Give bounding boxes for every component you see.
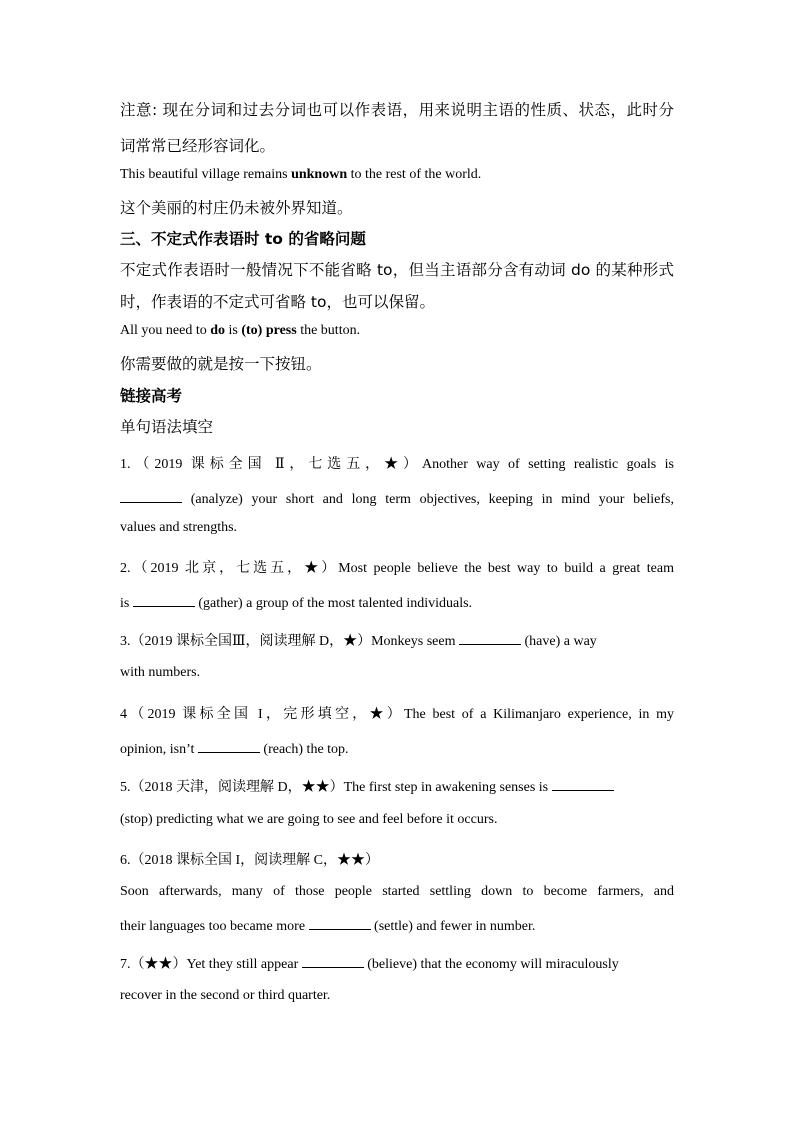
question-1-line-1: 1.（2019 课标全国 Ⅱ，七选五，★）Another way of setting realistic goals is (120, 457, 674, 472)
example-1-text-a: This beautiful village remains (120, 167, 292, 182)
question-7-text: (believe) that the economy will miraculously (363, 957, 619, 972)
question-2-text: (gather) a group of the most talented individuals. (194, 596, 473, 611)
question-3-text: (have) a way (521, 634, 597, 649)
example-1-bold-word: unknown (291, 167, 348, 182)
question-3-line-2: with numbers. (120, 665, 201, 680)
exam-heading: 链接高考 (120, 387, 183, 405)
example-2-chinese: 你需要做的就是按一下按钮。 (120, 355, 322, 373)
question-3-line-1 (120, 630, 674, 650)
exam-subheading: 单句语法填空 (120, 418, 214, 436)
question-6-line-2: Soon afterwards, many of those people started settling down to become farmers, and (120, 884, 674, 899)
question-7-line-2: recover in the second or third quarter. (120, 988, 331, 1003)
question-6-prefix: their languages too became more (120, 919, 309, 934)
question-3-prefix: 3.（2019 课标全国Ⅲ，阅读理解 D，★）Monkeys seem (120, 634, 459, 649)
question-1-line-3: values and strengths. (120, 520, 238, 535)
answer-blank[interactable] (133, 593, 195, 607)
note-line-2: 词常常已经形容词化。 (120, 137, 276, 155)
example-2-english (120, 323, 674, 339)
example-1-text-b: to the rest of the world. (347, 167, 482, 182)
question-5-line-2: (stop) predicting what we are going to see and feel before it occurs. (120, 812, 498, 827)
example-2-text-e: the button. (296, 323, 361, 338)
section-3-heading: 三、不定式作表语时 to 的省略问题 (120, 230, 366, 248)
question-4-line-2 (120, 739, 674, 758)
question-5-prefix: 5.（2018 天津，阅读理解 D，★★）The first step in awakening senses is (120, 780, 552, 795)
example-1-chinese: 这个美丽的村庄仍未被外界知道。 (120, 199, 353, 217)
question-6-text: (settle) and fewer in number. (370, 919, 536, 934)
question-4-text: (reach) the top. (259, 742, 349, 757)
question-6-line-3 (120, 916, 674, 935)
example-2-text-c: is (225, 323, 242, 338)
answer-blank[interactable] (120, 489, 182, 503)
example-2-bold-do: do (210, 323, 226, 338)
question-4-line-1: 4（2019 课标全国 I，完形填空，★）The best of a Kilimanjaro experience, in my (120, 707, 674, 722)
question-5-line-1 (120, 776, 674, 796)
example-2-text-a: All you need to (120, 323, 211, 338)
answer-blank[interactable] (309, 916, 371, 930)
question-6-line-1: 6.（2018 课标全国 I，阅读理解 C，★★） (120, 853, 379, 868)
section-3-body-line-1: 不定式作表语时一般情况下不能省略 to，但当主语部分含有动词 do 的某种形式 (120, 261, 674, 279)
answer-blank[interactable] (459, 631, 521, 645)
answer-blank[interactable] (552, 777, 614, 791)
example-1-english (120, 167, 674, 183)
question-2-prefix: is (120, 596, 133, 611)
answer-blank[interactable] (198, 739, 260, 753)
question-7-prefix: 7.（★★）Yet they still appear (120, 957, 302, 972)
note-line-1: 注意: 现在分词和过去分词也可以作表语，用来说明主语的性质、状态，此时分 (120, 101, 674, 119)
question-7-line-1 (120, 953, 674, 973)
answer-blank[interactable] (302, 954, 364, 968)
question-2-line-1: 2.（2019 北京，七选五，★）Most people believe the best way to build a great team (120, 561, 674, 576)
question-4-prefix: opinion, isn’t (120, 742, 198, 757)
question-2-line-2 (120, 593, 674, 612)
section-3-body-line-2: 时，作表语的不定式可省略 to，也可以保留。 (120, 293, 435, 311)
example-2-bold-press: (to) press (241, 323, 297, 338)
question-1-text: (analyze) your short and long term objectives, keeping in mind your beliefs, (182, 492, 674, 507)
question-1-line-2 (120, 489, 674, 508)
